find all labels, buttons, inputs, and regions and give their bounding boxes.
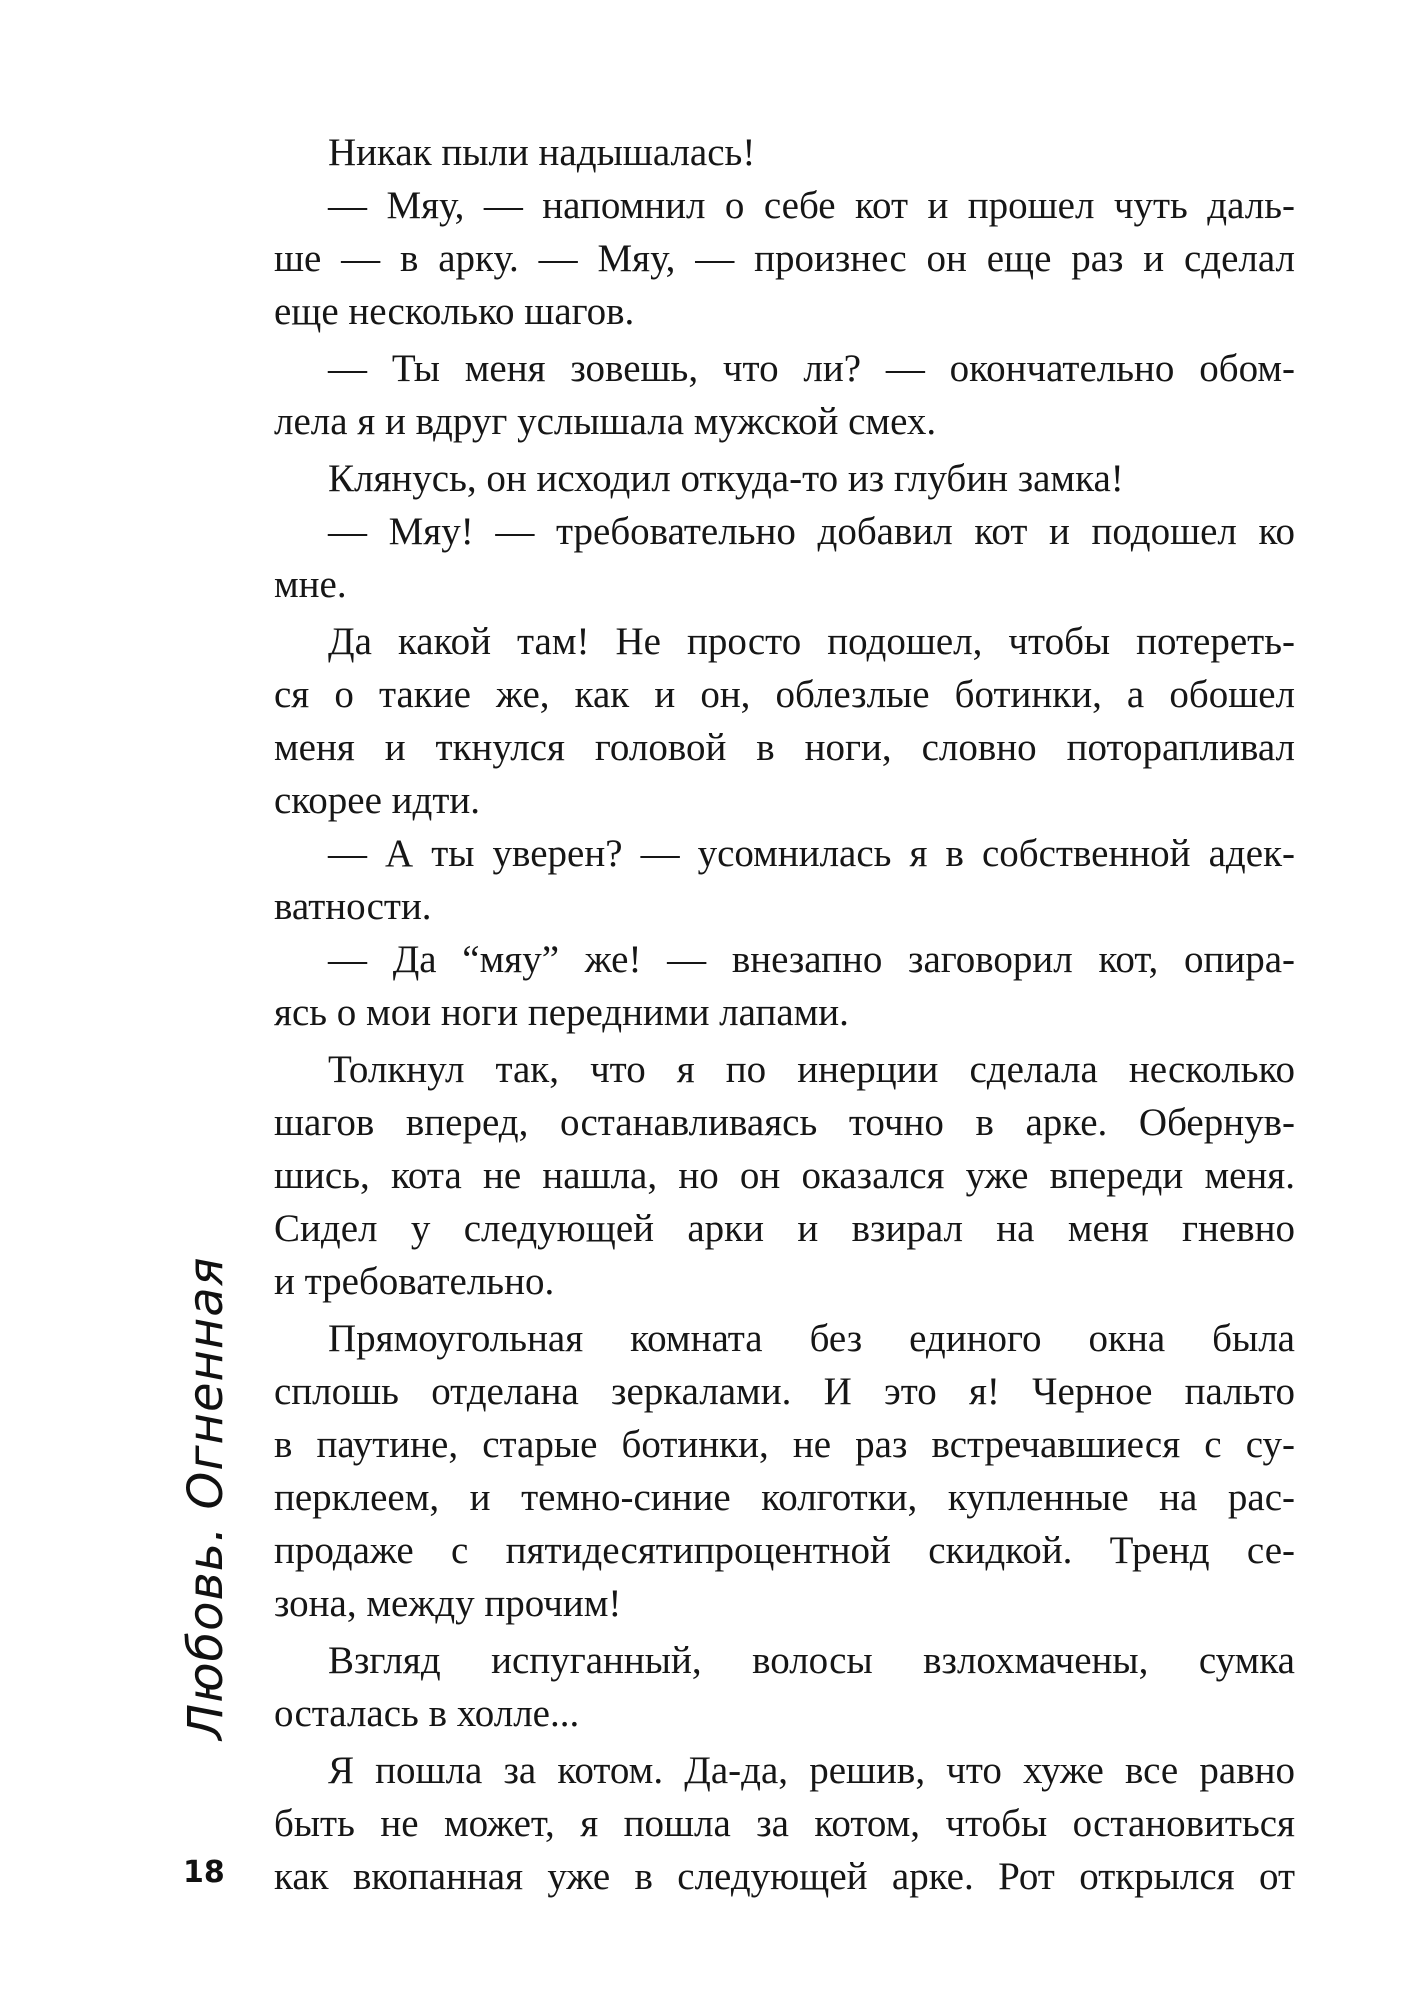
text-line: перклеем, и темно-синие колготки, купленные на рас- bbox=[274, 1476, 1295, 1519]
text-line: ся о такие же, как и он, облезлые ботинки, а обошел bbox=[274, 673, 1295, 716]
text-line: в паутине, старые ботинки, не раз встречавшиеся с су- bbox=[274, 1423, 1295, 1466]
body-text bbox=[274, 126, 1295, 1903]
text-line: еще несколько шагов. bbox=[274, 290, 635, 333]
text-line: ше — в арку. — Мяу, — произнес он еще раз и сделал bbox=[274, 237, 1295, 280]
text-line: — Да “мяу” же! — внезапно заговорил кот, опира- bbox=[328, 938, 1295, 981]
text-line: зона, между прочим! bbox=[274, 1582, 622, 1625]
text-line: Я пошла за котом. Да-да, решив, что хуже все равно bbox=[328, 1749, 1295, 1792]
text-line: осталась в холле... bbox=[274, 1692, 580, 1735]
text-line: — А ты уверен? — усомнилась я в собственной адек- bbox=[328, 832, 1295, 875]
text-line: сплошь отделана зеркалами. И это я! Черное пальто bbox=[274, 1370, 1295, 1413]
text-line: лела я и вдруг услышала мужской смех. bbox=[274, 400, 937, 443]
page-number: 18 bbox=[183, 1855, 225, 1890]
text-line: ватности. bbox=[274, 885, 432, 928]
text-line: — Ты меня зовешь, что ли? — окончательно обом- bbox=[328, 347, 1295, 390]
text-line: — Мяу! — требовательно добавил кот и подошел ко bbox=[328, 510, 1295, 553]
text-line: — Мяу, — напомнил о себе кот и прошел чуть даль- bbox=[328, 184, 1295, 227]
text-line: быть не может, я пошла за котом, чтобы остановиться bbox=[274, 1802, 1295, 1845]
text-line: скорее идти. bbox=[274, 779, 481, 822]
text-line: шись, кота не нашла, но он оказался уже впереди меня. bbox=[274, 1154, 1295, 1197]
text-line: Прямоугольная комната без единого окна была bbox=[328, 1317, 1295, 1360]
text-line: мне. bbox=[274, 563, 347, 606]
text-line: продаже с пятидесятипроцентной скидкой. Тренд се- bbox=[274, 1529, 1295, 1572]
text-line: как вкопанная уже в следующей арке. Рот открылся от bbox=[274, 1855, 1295, 1898]
text-line: Сидел у следующей арки и взирал на меня гневно bbox=[274, 1207, 1295, 1250]
text-line: шагов вперед, останавливаясь точно в арке. Обернув- bbox=[274, 1101, 1295, 1144]
text-line: меня и ткнулся головой в ноги, словно поторапливал bbox=[274, 726, 1295, 769]
text-line: и требовательно. bbox=[274, 1260, 555, 1303]
text-line: Клянусь, он исходил откуда-то из глубин замка! bbox=[328, 457, 1124, 500]
text-line: Да какой там! Не просто подошел, чтобы потереть- bbox=[328, 620, 1295, 663]
running-head: Любовь. Огненная bbox=[178, 1256, 234, 1740]
text-line: ясь о мои ноги передними лапами. bbox=[274, 991, 849, 1034]
text-line: Толкнул так, что я по инерции сделала несколько bbox=[328, 1048, 1295, 1091]
text-line: Никак пыли надышалась! bbox=[328, 131, 756, 174]
text-line: Взгляд испуганный, волосы взлохмачены, сумка bbox=[328, 1639, 1295, 1682]
